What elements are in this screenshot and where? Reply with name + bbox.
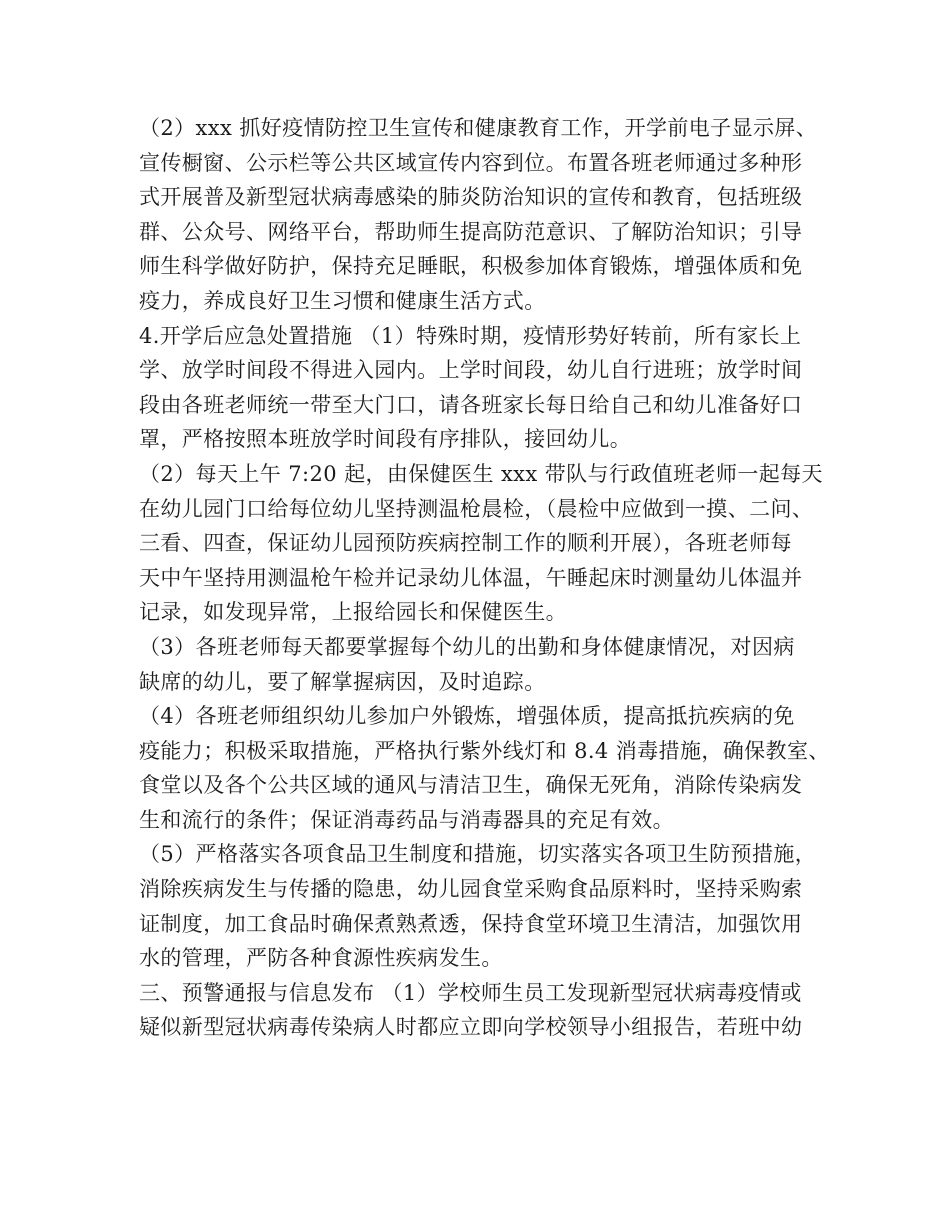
- text-line: 记录，如发现异常，上报给园长和保健医生。: [139, 600, 567, 625]
- text-line: （2）每天上午 7:20 起，由保健医生 xxx 带队与行政值班老师一起每天: [139, 461, 823, 486]
- text-line: 疫力，养成良好卫生习惯和健康生活方式。: [139, 288, 546, 313]
- text-line: 在幼儿园门口给每位幼儿坚持测温枪晨检，（晨检中应做到一摸、二问、: [139, 496, 814, 521]
- text-line: 生和流行的条件；保证消毒药品与消毒器具的充足有效。: [139, 807, 674, 832]
- text-line: 学、放学时间段不得进入园内。上学时间段，幼儿自行进班；放学时间: [139, 358, 803, 383]
- text-line: 消除疾病发生与传播的隐患，幼儿园食堂采购食品原料时，坚持采购索: [139, 877, 803, 902]
- text-line: 师生科学做好防护，保持充足睡眠，积极参加体育锻炼，增强体质和免: [139, 254, 803, 279]
- text-line: （2）xxx 抓好疫情防控卫生宣传和健康教育工作，开学前电子显示屏、: [139, 116, 818, 140]
- text-line: 疑似新型冠状病毒传染病人时都应立即向学校领导小组报告，若班中幼: [139, 1015, 803, 1040]
- text-line: 群、公众号、网络平台，帮助师生提高防范意识、了解防治知识；引导: [139, 219, 803, 244]
- text-line: 食堂以及各个公共区域的通风与清洁卫生，确保无死角，消除传染病发: [139, 773, 803, 798]
- text-line: 水的管理，严防各种食源性疾病发生。: [139, 946, 503, 971]
- document-body: [139, 111, 829, 1045]
- text-line: （5）严格落实各项食品卫生制度和措施，切实落实各项卫生防预措施，: [139, 842, 817, 867]
- text-line: 疫能力；积极采取措施，严格执行紫外线灯和 8.4 消毒措施，确保教室、: [139, 738, 830, 763]
- text-line: 天中午坚持用测温枪午检并记录幼儿体温，午睡起床时测量幼儿体温并: [139, 565, 803, 590]
- text-line: （4）各班老师组织幼儿参加户外锻炼，增强体质，提高抵抗疾病的免: [139, 704, 795, 729]
- text-line: 证制度，加工食品时确保煮熟煮透，保持食堂环境卫生清洁，加强饮用: [139, 911, 803, 936]
- text-line: 式开展普及新型冠状病毒感染的肺炎防治知识的宣传和教育，包括班级: [139, 185, 803, 210]
- text-line: 缺席的幼儿，要了解掌握病因，及时追踪。: [139, 669, 546, 694]
- text-line: 4.开学后应急处置措施 （1）特殊时期，疫情形势好转前，所有家长上: [139, 323, 802, 348]
- text-line: 三看、四查，保证幼儿园预防疾病控制工作的顺利开展），各班老师每: [139, 531, 792, 556]
- text-line: 段由各班老师统一带至大门口，请各班家长每日给自己和幼儿准备好口: [139, 392, 803, 417]
- text-line: （3）各班老师每天都要掌握每个幼儿的出勤和身体健康情况，对因病: [139, 634, 795, 659]
- text-line: 罩，严格按照本班放学时间段有序排队，接回幼儿。: [139, 427, 632, 452]
- text-line: 宣传橱窗、公示栏等公共区域宣传内容到位。布置各班老师通过多种形: [139, 150, 803, 175]
- text-line: 三、预警通报与信息发布 （1）学校师生员工发现新型冠状病毒疫情或: [139, 980, 802, 1005]
